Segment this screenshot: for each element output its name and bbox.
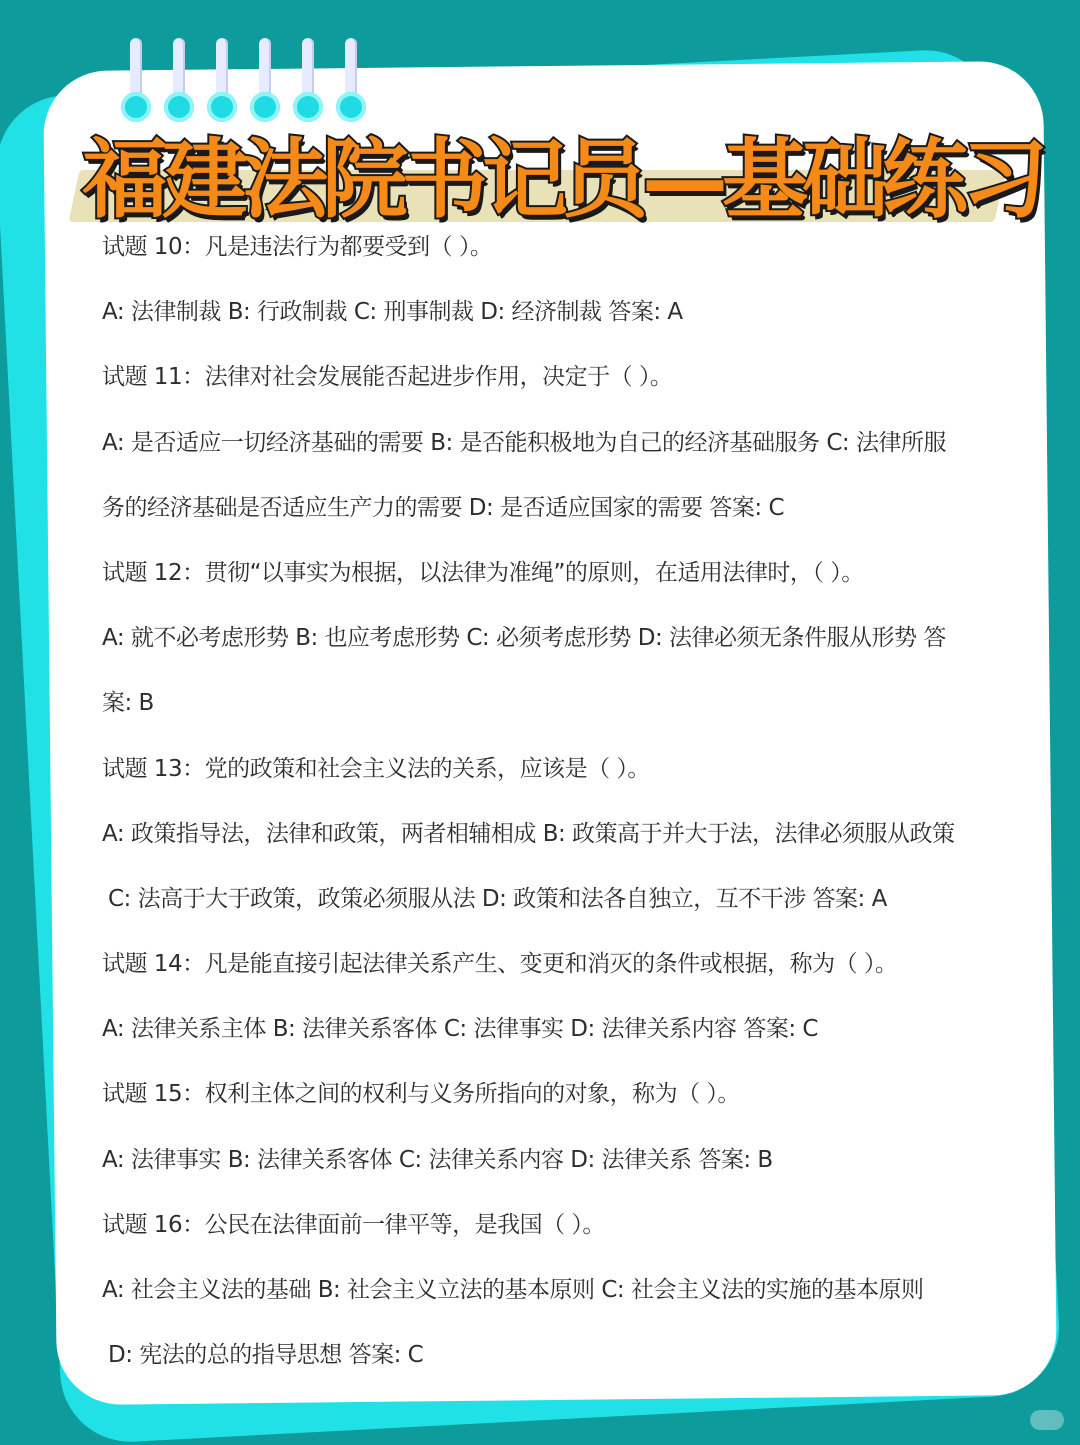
- question-15: 试题 15：权利主体之间的权利与义务所指向的对象，称为（ ）。: [102, 1081, 740, 1108]
- options-16-line-1: A: 社会主义法的基础 B: 社会主义立法的基本原则 C: 社会主义法的实施的基本原则: [102, 1277, 924, 1303]
- options-12-line-1: A: 就不必考虑形势 B: 也应考虑形势 C: 必须考虑形势 D: 法律必须无条件服从形势 答: [102, 625, 946, 652]
- binder-rings: [118, 38, 378, 124]
- options-13-line-1: A: 政策指导法，法律和政策，两者相辅相成 B: 政策高于并大于法，法律必须服从政策: [102, 820, 955, 847]
- question-list: [102, 215, 978, 1388]
- question-16: 试题 16：公民在法律面前一律平等，是我国（ ）。: [102, 1211, 605, 1238]
- binder-ring-icon: [204, 38, 240, 124]
- options-16-line-2: D: 宪法的总的指导思想 答案: C: [108, 1342, 424, 1369]
- binder-ring-icon: [118, 38, 154, 124]
- watermark-logo: [1030, 1410, 1064, 1430]
- options-12-line-2: 案: B: [102, 690, 154, 717]
- question-14: 试题 14：凡是能直接引起法律关系产生、变更和消灭的条件或根据，称为（ ）。: [102, 951, 898, 978]
- binder-ring-icon: [247, 38, 283, 124]
- question-10: 试题 10：凡是违法行为都要受到（ ）。: [102, 234, 493, 260]
- options-11-line-2: 务的经济基础是否适应生产力的需要 D: 是否适应国家的需要 答案: C: [102, 494, 785, 521]
- options-11-line-1: A: 是否适应一切经济基础的需要 B: 是否能积极地为自己的经济基础服务 C: 法律所服: [102, 429, 946, 456]
- options-13-line-2: C: 法高于大于政策，政策必须服从法 D: 政策和法各自独立，互不干涉 答案: A: [108, 885, 887, 912]
- binder-ring-icon: [333, 38, 369, 124]
- binder-ring-icon: [161, 38, 197, 124]
- binder-ring-icon: [290, 38, 326, 124]
- question-11: 试题 11：法律对社会发展能否起进步作用，决定于（ ）。: [102, 364, 673, 391]
- page-title: 福建法院书记员—基础练习: [82, 130, 1042, 230]
- question-13: 试题 13：党的政策和社会主义法的关系，应该是（ ）。: [102, 755, 650, 782]
- options-10: A: 法律制裁 B: 行政制裁 C: 刑事制裁 D: 经济制裁 答案: A: [102, 299, 683, 326]
- question-12: 试题 12：贯彻“以事实为根据，以法律为准绳”的原则，在适用法律时，（ ）。: [102, 559, 864, 586]
- options-14: A: 法律关系主体 B: 法律关系客体 C: 法律事实 D: 法律关系内容 答案: C: [102, 1016, 818, 1043]
- options-15: A: 法律事实 B: 法律关系客体 C: 法律关系内容 D: 法律关系 答案: B: [102, 1146, 773, 1173]
